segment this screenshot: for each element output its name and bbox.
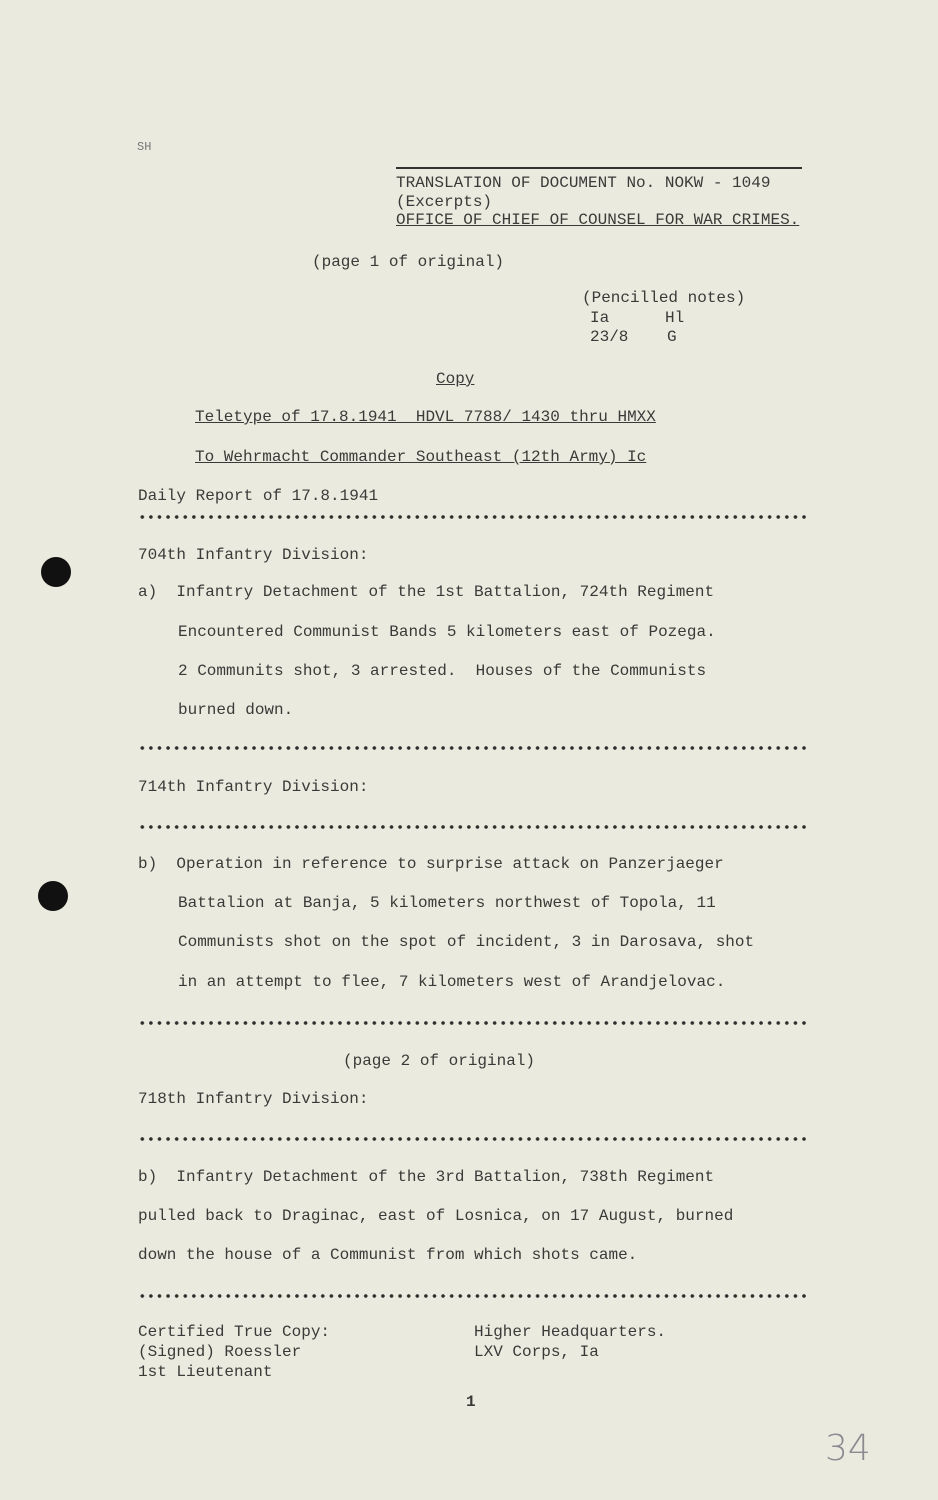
pencilled-note: G xyxy=(667,328,677,346)
page-note: (page 1 of original) xyxy=(312,253,505,271)
body-line: burned down. xyxy=(178,701,294,719)
body-line: a) Infantry Detachment of the 1st Battalion, 724th Regiment xyxy=(138,583,715,601)
document-subtitle: (Excerpts) xyxy=(396,193,493,211)
recipient-line: To Wehrmacht Commander Southeast (12th Army) Ic xyxy=(195,448,647,466)
section-heading: 704th Infantry Division: xyxy=(138,546,369,564)
body-line: Battalion at Banja, 5 kilometers northwest of Topola, 11 xyxy=(178,894,716,912)
dotted-separator xyxy=(138,745,810,751)
document-office: OFFICE OF CHIEF OF COUNSEL FOR WAR CRIMES. xyxy=(396,211,800,229)
section-heading: 718th Infantry Division: xyxy=(138,1090,369,1108)
pencilled-note: Ia xyxy=(590,309,610,327)
pencilled-note: Hl xyxy=(665,309,685,327)
section-heading: 714th Infantry Division: xyxy=(138,778,369,796)
certification-line: Certified True Copy: xyxy=(138,1323,331,1341)
page-number: 1 xyxy=(466,1393,476,1411)
pencilled-notes-title: (Pencilled notes) xyxy=(582,289,746,307)
dotted-separator xyxy=(138,824,810,830)
signer-rank: 1st Lieutenant xyxy=(138,1363,273,1381)
page-note: (page 2 of original) xyxy=(343,1052,536,1070)
dotted-separator xyxy=(138,514,810,520)
dotted-separator xyxy=(138,1293,810,1299)
corner-mark: SH xyxy=(137,140,152,154)
body-line: Encountered Communist Bands 5 kilometers east of Pozega. xyxy=(178,623,716,641)
dotted-separator xyxy=(138,1136,810,1142)
teletype-line: Teletype of 17.8.1941 HDVL 7788/ 1430 thru HMXX xyxy=(195,408,656,426)
copy-label: Copy xyxy=(436,370,475,388)
body-line: down the house of a Communist from which shots came. xyxy=(138,1246,638,1264)
dotted-separator xyxy=(138,1020,810,1026)
body-line: pulled back to Draginac, east of Losnica, on 17 August, burned xyxy=(138,1207,734,1225)
body-line: 2 Communits shot, 3 arrested. Houses of the Communists xyxy=(178,662,707,680)
body-line: Communists shot on the spot of incident, 3 in Darosava, shot xyxy=(178,933,755,951)
punch-hole xyxy=(38,881,68,911)
body-line: b) Operation in reference to surprise attack on Panzerjaeger xyxy=(138,855,724,873)
header-rule xyxy=(396,167,802,169)
pencilled-note: 23/8 xyxy=(590,328,629,346)
daily-report-title: Daily Report of 17.8.1941 xyxy=(138,487,379,505)
punch-hole xyxy=(41,557,71,587)
body-line: b) Infantry Detachment of the 3rd Battalion, 738th Regiment xyxy=(138,1168,715,1186)
headquarters-line: Higher Headquarters. xyxy=(474,1323,667,1341)
corps-line: LXV Corps, Ia xyxy=(474,1343,599,1361)
document-title: TRANSLATION OF DOCUMENT No. NOKW - 1049 xyxy=(396,174,771,192)
handwritten-number: 34 xyxy=(825,1428,871,1469)
signature-line: (Signed) Roessler xyxy=(138,1343,302,1361)
body-line: in an attempt to flee, 7 kilometers west of Arandjelovac. xyxy=(178,973,726,991)
